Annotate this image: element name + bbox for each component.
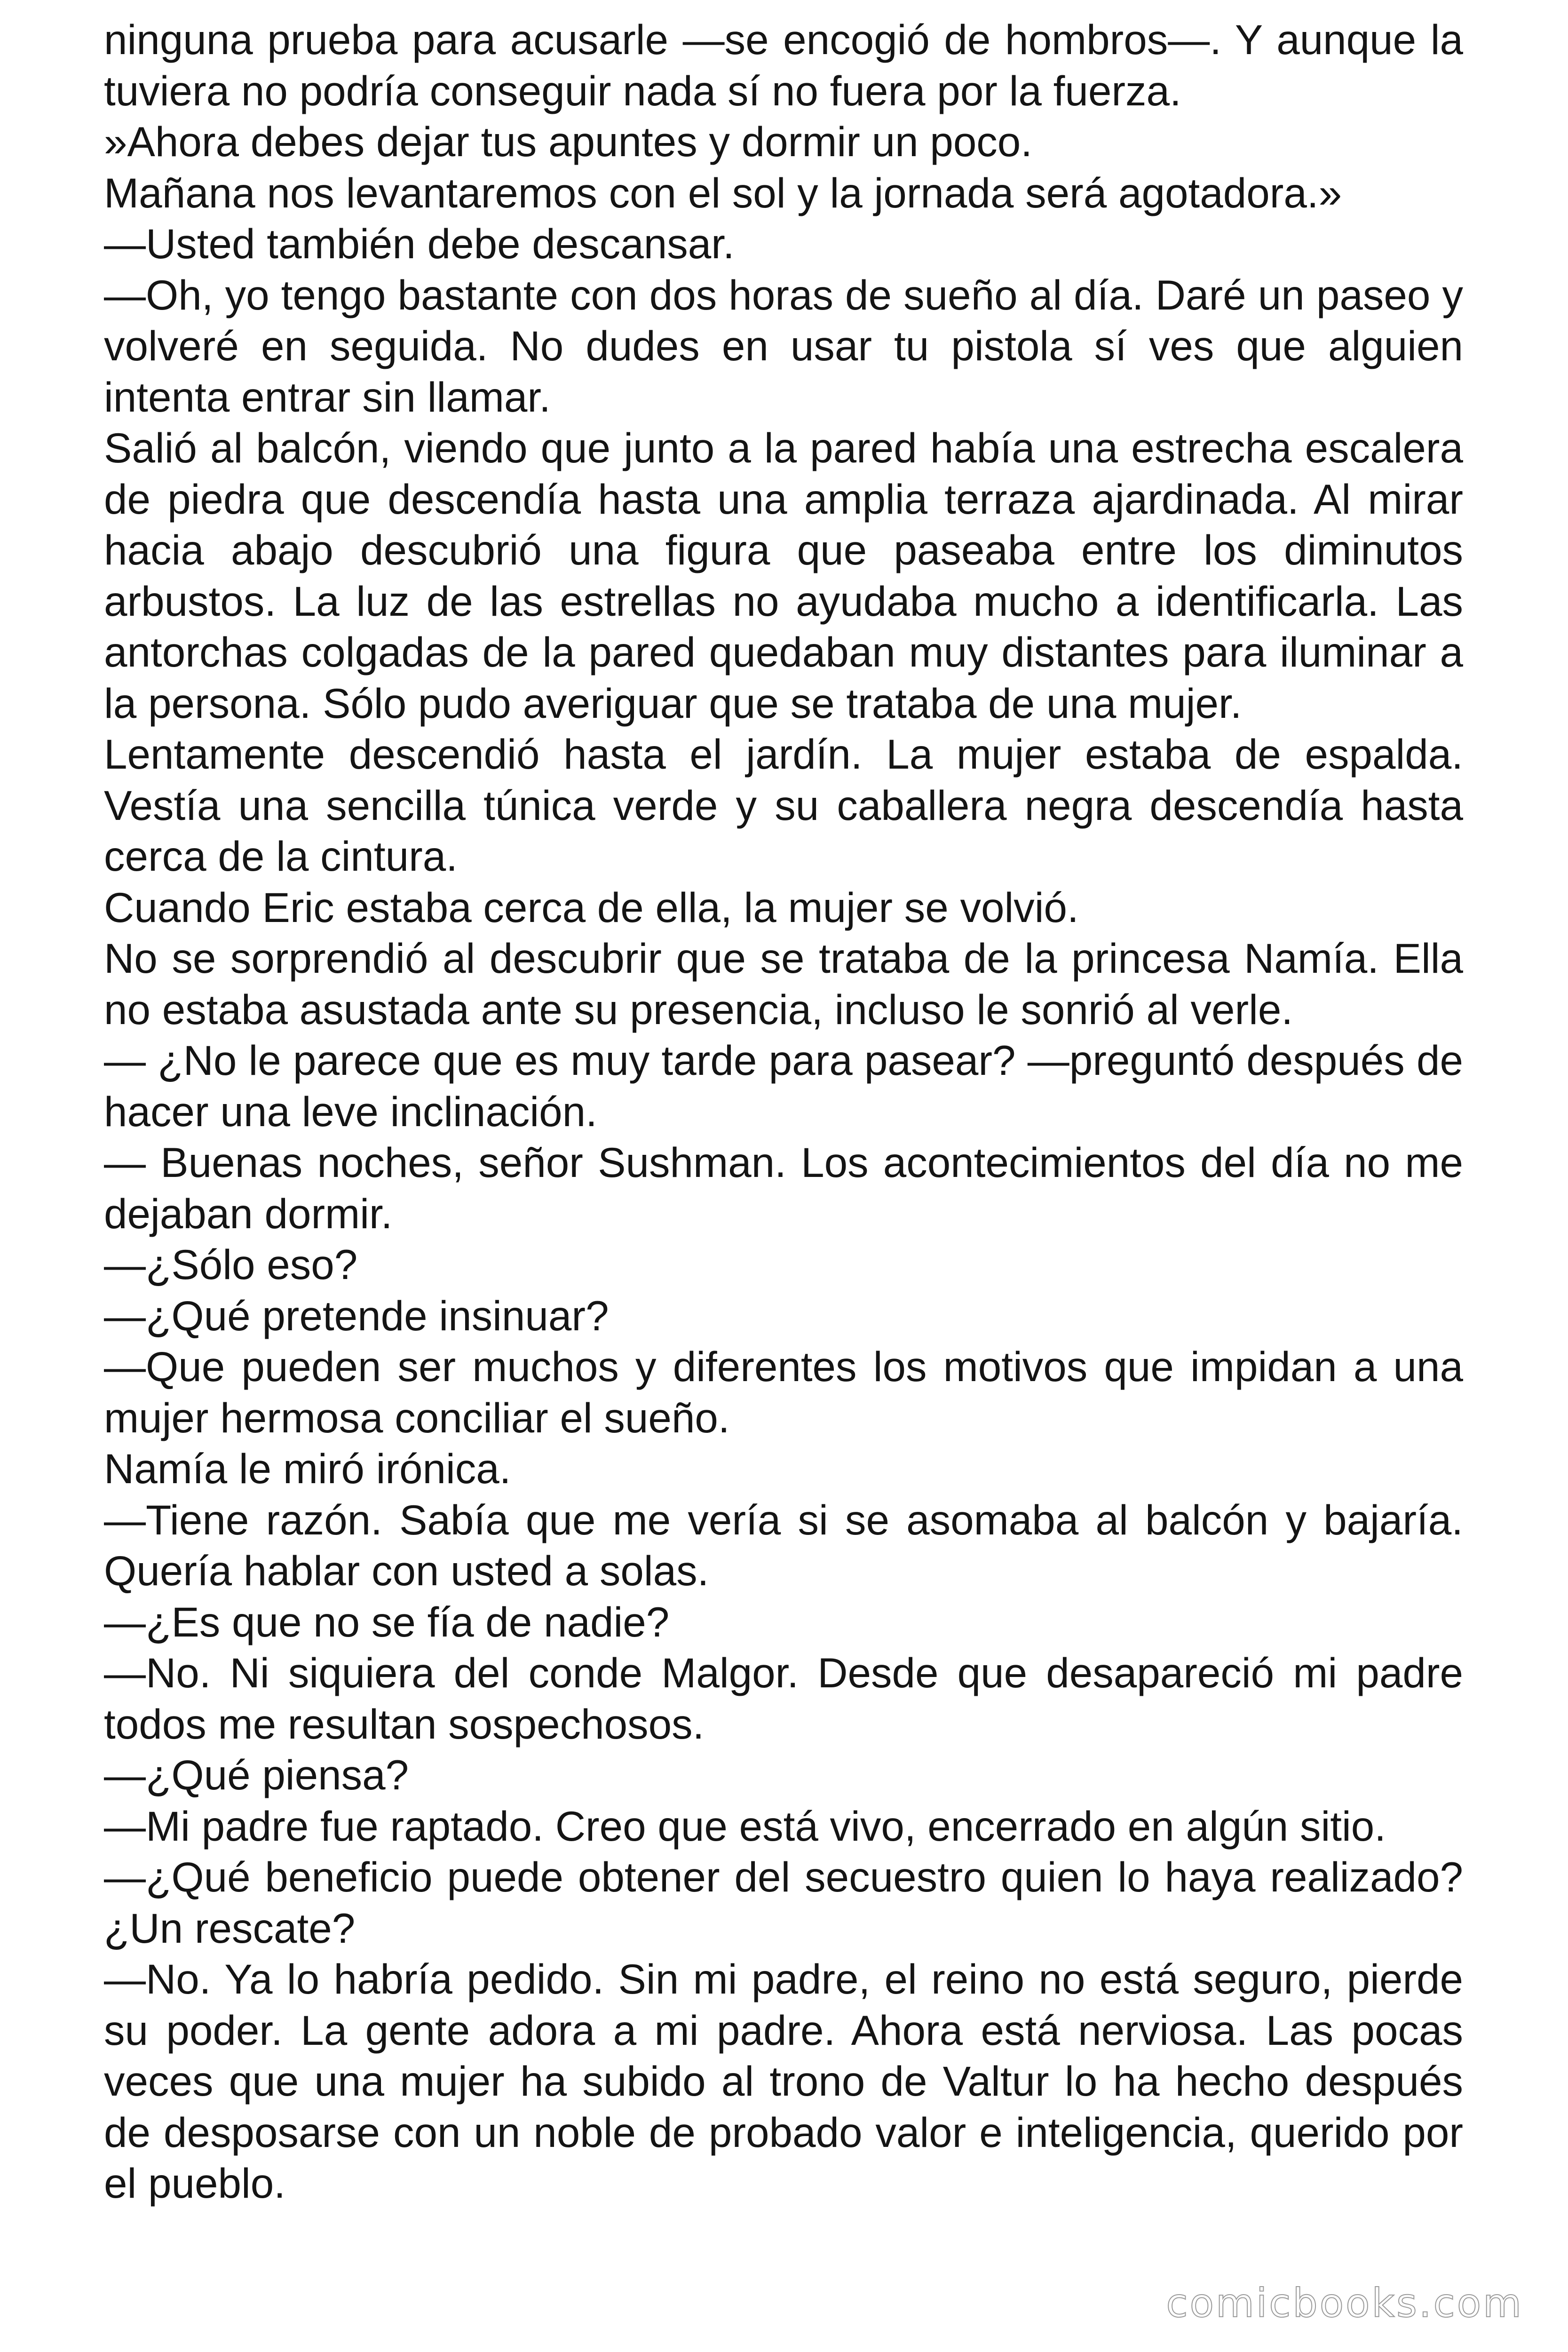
paragraph: Salió al balcón, viendo que junto a la pared había una estrecha escalera de piedra que descendía hasta una amplia terraza ajardinada. Al mirar hacia abajo descubrió una figura que paseaba entre los diminutos arbustos. La luz de las estrellas no ayudaba mucho a identificarla. Las antorchas colgadas de la pared quedaban muy distantes para iluminar a la persona. Sólo pudo averiguar que se trataba de una mujer. [104, 424, 1463, 727]
paragraph: »Ahora debes dejar tus apuntes y dormir un poco. [104, 118, 1033, 165]
paragraph: — ¿No le parece que es muy tarde para pasear? —preguntó después de hacer una leve inclinación. [104, 1037, 1463, 1135]
paragraph: ninguna prueba para acusarle —se encogió de hombros—. Y aunque la tuviera no podría conseguir nada sí no fuera por la fuerza. [104, 16, 1463, 114]
paragraph: Mañana nos levantaremos con el sol y la jornada será agotadora.» [104, 169, 1342, 216]
paragraph: —¿Qué beneficio puede obtener del secuestro quien lo haya realizado? ¿Un rescate? [104, 1853, 1463, 1952]
paragraph: —Mi padre fue raptado. Creo que está vivo, encerrado en algún sitio. [104, 1802, 1386, 1850]
paragraph: — Buenas noches, señor Sushman. Los acontecimientos del día no me dejaban dormir. [104, 1139, 1463, 1237]
paragraph: —Usted también debe descansar. [104, 220, 735, 267]
paragraph: Lentamente descendió hasta el jardín. La mujer estaba de espalda. Vestía una sencilla túnica verde y su caballera negra descendía hasta cerca de la cintura. [104, 731, 1463, 880]
paragraph: —¿Qué pretende insinuar? [104, 1292, 609, 1339]
paragraph: —¿Sólo eso? [104, 1241, 358, 1288]
page-body [104, 14, 1463, 2209]
watermark: comicbooks.com [1166, 2280, 1523, 2326]
paragraph: —No. Ya lo habría pedido. Sin mi padre, el reino no está seguro, pierde su poder. La gente adora a mi padre. Ahora está nerviosa. Las pocas veces que una mujer ha subido al trono de Valtur lo ha hecho después de desposarse con un noble de probado valor e inteligencia, querido por el pueblo. [104, 1955, 1463, 2207]
paragraph: —¿Es que no se fía de nadie? [104, 1598, 670, 1645]
paragraph: Namía le miró irónica. [104, 1445, 511, 1492]
paragraph: No se sorprendió al descubrir que se trataba de la princesa Namía. Ella no estaba asustada ante su presencia, incluso le sonrió al verle. [104, 935, 1463, 1033]
paragraph: —No. Ni siquiera del conde Malgor. Desde que desapareció mi padre todos me resultan sospechosos. [104, 1649, 1463, 1748]
paragraph: Cuando Eric estaba cerca de ella, la mujer se volvió. [104, 883, 1079, 931]
paragraph: —Tiene razón. Sabía que me vería si se asomaba al balcón y bajaría. Quería hablar con usted a solas. [104, 1496, 1463, 1594]
paragraph: —Oh, yo tengo bastante con dos horas de sueño al día. Daré un paseo y volveré en seguida. No dudes en usar tu pistola sí ves que alguien intenta entrar sin llamar. [104, 271, 1463, 421]
paragraph: —¿Qué piensa? [104, 1751, 409, 1798]
paragraph: —Que pueden ser muchos y diferentes los motivos que impidan a una mujer hermosa conciliar el sueño. [104, 1343, 1463, 1441]
